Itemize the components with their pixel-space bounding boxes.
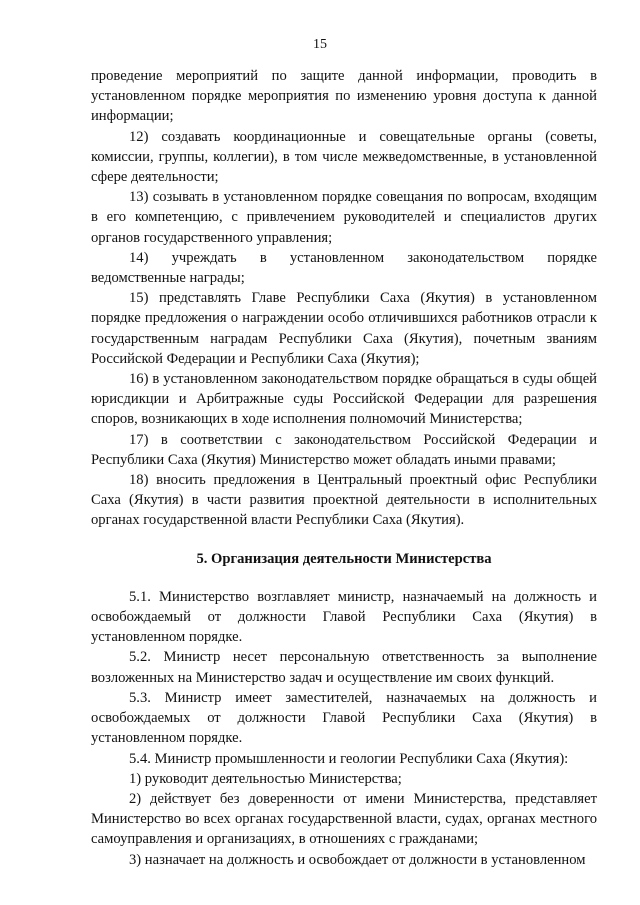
paragraph: 5.3. Министр имеет заместителей, назначаемых на должность и освобождаемых от должности Главой Республики Саха (Якутия) в установленном порядке.: [91, 689, 597, 747]
paragraphs-before-heading: [91, 66, 597, 531]
paragraph: 15) представлять Главе Республики Саха (Якутия) в установленном порядке предложения о награждении особо отличившихся работников отрасли к государственным наградам Республики Саха (Якутия), почетным званиям Российской Федерации и Республики Саха (Якутия);: [91, 290, 597, 367]
paragraphs-after-heading: [91, 587, 597, 870]
page-number: 15: [313, 37, 327, 52]
paragraph: 1) руководит деятельностью Министерства;: [129, 770, 402, 787]
paragraph: 13) созывать в установленном порядке совещания по вопросам, входящим в его компетенцию, с привлечением руководителей и специалистов других органов государственного управления;: [91, 189, 597, 246]
paragraph: 5.2. Министр несет персональную ответственность за выполнение возложенных на Министерство задач и осуществление им своих функций.: [91, 649, 597, 686]
paragraph: 12) создавать координационные и совещательные органы (советы, комиссии, группы, коллегии), в том числе межведомственные, в установленной сфере деятельности;: [91, 128, 597, 186]
paragraph: 18) вносить предложения в Центральный проектный офис Республики Саха (Якутия) в части развития проектной деятельности в исполнительных органах государственной власти Республики Саха (Якутия).: [91, 472, 597, 529]
paragraph: проведение мероприятий по защите данной информации, проводить в установленном порядке мероприятия по изменению уровня доступа к данной информации;: [91, 68, 597, 125]
paragraph: 2) действует без доверенности от имени Министерства, представляет Министерство во всех органах государственной власти, судах, органах местного самоуправления и организациях, в отношениях с гражданами;: [91, 790, 597, 848]
document-body: [91, 66, 597, 870]
section-heading: 5. Организация деятельности Министерства: [196, 550, 492, 567]
paragraph: 3) назначает на должность и освобождает от должности в установленном: [129, 851, 586, 868]
paragraph: 5.4. Министр промышленности и геологии Республики Саха (Якутия):: [129, 750, 569, 767]
paragraph: 14) учреждать в установленном законодательством порядке ведомственные награды;: [91, 249, 597, 287]
paragraph: 16) в установленном законодательством порядке обращаться в суды общей юрисдикции и Арбитражные суды Российской Федерации для разрешения споров, возникающих в ходе исполнения полномочий Министерства;: [91, 371, 597, 428]
paragraph: 17) в соответствии с законодательством Российской Федерации и Республики Саха (Якутия) Министерство может обладать иными правами;: [91, 431, 597, 468]
paragraph: 5.1. Министерство возглавляет министр, назначаемый на должность и освобождаемый от должности Главой Республики Саха (Якутия) в установленном порядке.: [91, 588, 597, 646]
